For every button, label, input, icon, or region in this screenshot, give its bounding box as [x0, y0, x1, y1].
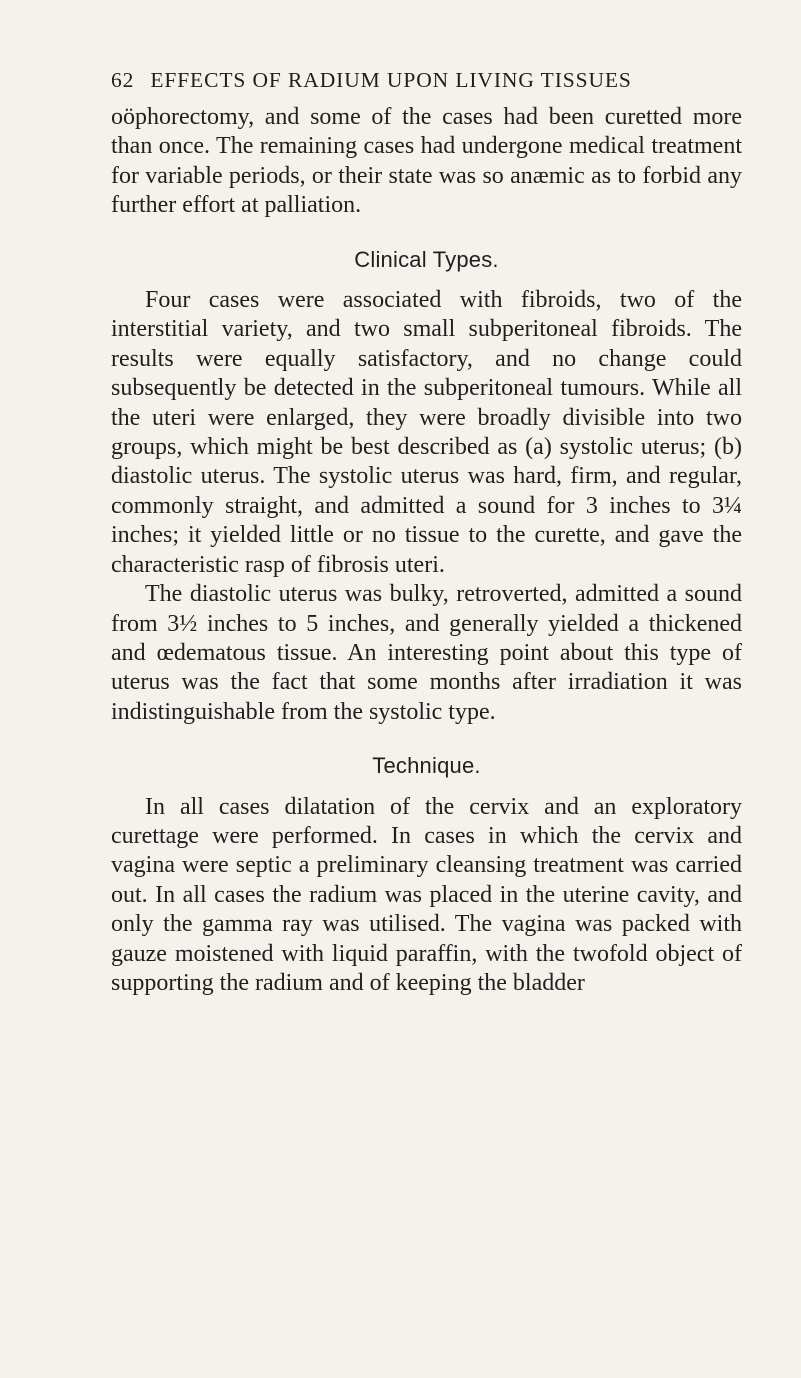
- paragraph-continuation: oöphorectomy, and some of the cases had been curetted more than once. The remaining cases had undergone medical treatment for variable periods, or their state was so anæmic as to forbid any further effort at palliation.: [111, 104, 742, 219]
- paragraph-technique: In all cases dilatation of the cervix and an exploratory curettage were performed. In cases in which the cervix and vagina were septic a preliminary cleansing treatment was carried out. In all cases the radium was placed in the uterine cavity, and only the gamma ray was utilised. The vagina was packed with gauze moistened with liquid paraffin, with the twofold object of supporting the radium and of keeping the bladder: [111, 793, 742, 996]
- paragraph-fibroids: Four cases were associated with fibroids, two of the interstitial variety, and two small subperitoneal fibroids. The results were equally satisfactory, and no change could subsequently be detected in the subperitoneal tumours. While all the uteri were enlarged, they were broadly divisible into two groups, which might be best described as (a) systolic uterus; (b) diastolic uterus. The systolic uterus was hard, firm, and regular, commonly straight, and admitted a sound for 3 inches to 3¼ inches; it yielded little or no tissue to the curette, and gave the characteristic rasp of fibrosis uteri.: [111, 287, 742, 578]
- running-header: [111, 68, 751, 93]
- body-text: [111, 103, 742, 998]
- page-number: 62: [111, 68, 135, 92]
- paragraph-diastolic-uterus: The diastolic uterus was bulky, retroverted, admitted a sound from 3½ inches to 5 inches, and generally yielded a thickened and œdematous tissue. An interesting point about this type of uterus was the fact that some months after irradiation it was indistinguishable from the systolic type.: [111, 581, 742, 725]
- running-title: EFFECTS OF RADIUM UPON LIVING TISSUES: [150, 68, 632, 92]
- section-heading-clinical-types: Clinical Types.: [354, 246, 499, 272]
- section-heading-technique: Technique.: [372, 753, 481, 779]
